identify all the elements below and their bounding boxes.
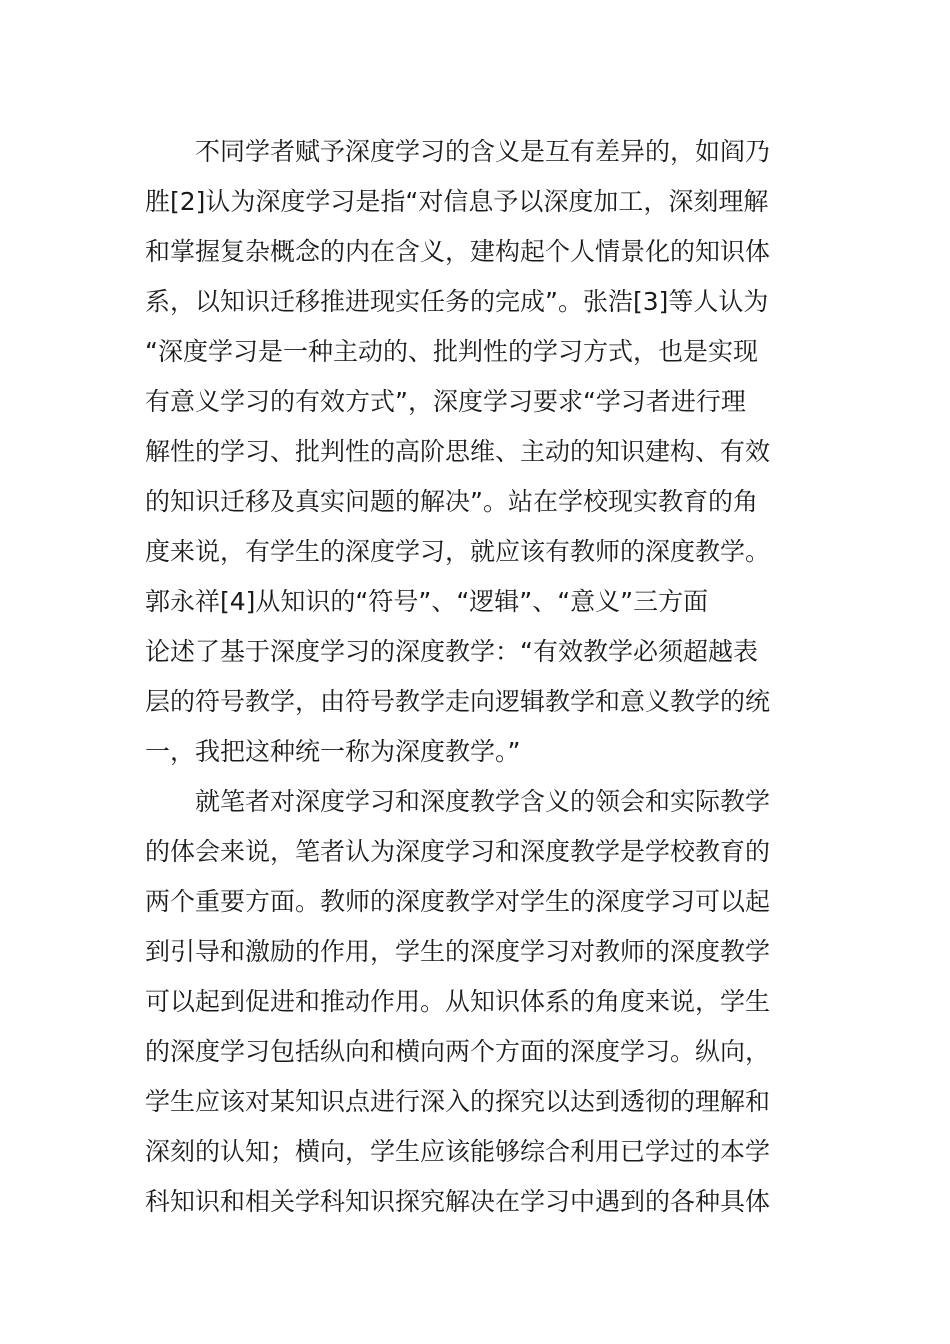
- paragraph-line: 就笔者对深度学习和深度教学含义的领会和实际教学: [195, 787, 771, 816]
- paragraph-line: 科知识和相关学科知识探究解决在学习中遇到的各种具体: [145, 1187, 771, 1216]
- paragraph-line: 度来说，有学生的深度学习，就应该有教师的深度教学。: [145, 537, 771, 566]
- paragraph-line: 不同学者赋予深度学习的含义是互有差异的，如阎乃: [195, 137, 771, 166]
- paragraph-line: 深刻的认知；横向，学生应该能够综合利用已学过的本学: [145, 1137, 771, 1166]
- paragraph-1: [145, 127, 805, 777]
- paragraph-line: “深度学习是一种主动的、批判性的学习方式，也是实现: [145, 337, 758, 366]
- paragraph-line: 有意义学习的有效方式”，深度学习要求“学习者进行理: [145, 387, 746, 416]
- paragraph-line: 一，我把这种统一称为深度教学。”: [145, 737, 521, 766]
- paragraph-line: 系，以知识迁移推进现实任务的完成”。张浩[3]等人认为: [145, 287, 769, 316]
- paragraph-line: 和掌握复杂概念的内在含义，建构起个人情景化的知识体: [145, 237, 771, 266]
- paragraph-2: [145, 777, 805, 1227]
- paragraph-line: 两个重要方面。教师的深度教学对学生的深度学习可以起: [145, 887, 771, 916]
- paragraph-line: 的深度学习包括纵向和横向两个方面的深度学习。纵向，: [145, 1037, 771, 1066]
- paragraph-line: 到引导和激励的作用，学生的深度学习对教师的深度教学: [145, 937, 771, 966]
- paragraph-line: 可以起到促进和推动作用。从知识体系的角度来说，学生: [145, 987, 771, 1016]
- document-body: [145, 127, 805, 1227]
- paragraph-line: 解性的学习、批判性的高阶思维、主动的知识建构、有效: [145, 437, 771, 466]
- paragraph-line: 学生应该对某知识点进行深入的探究以达到透彻的理解和: [145, 1087, 771, 1116]
- paragraph-line: 的知识迁移及真实问题的解决”。站在学校现实教育的角: [145, 487, 758, 516]
- paragraph-line: 论述了基于深度学习的深度教学：“有效教学必须超越表: [145, 637, 758, 666]
- paragraph-line: 的体会来说，笔者认为深度学习和深度教学是学校教育的: [145, 837, 771, 866]
- paragraph-line: 层的符号教学，由符号教学走向逻辑教学和意义教学的统: [145, 687, 771, 716]
- paragraph-line: 郭永祥[4]从知识的“符号”、“逻辑”、“意义”三方面: [145, 587, 709, 616]
- paragraph-line: 胜[2]认为深度学习是指“对信息予以深度加工，深刻理解: [145, 187, 769, 216]
